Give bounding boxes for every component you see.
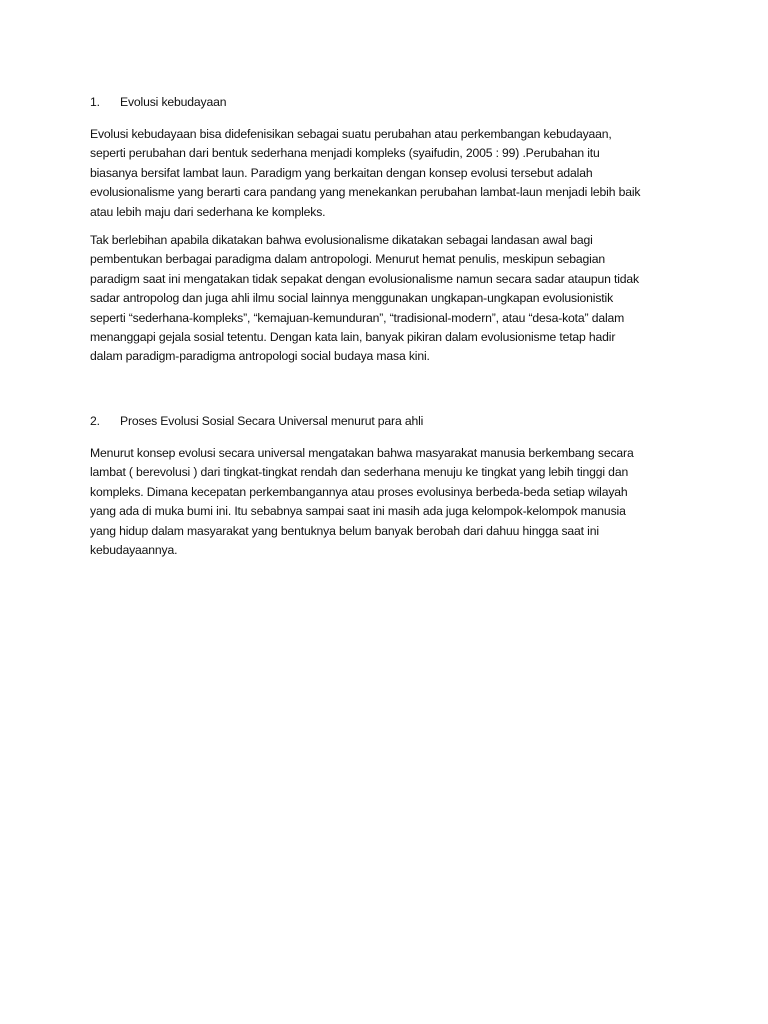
section-title: Proses Evolusi Sosial Secara Universal menurut para ahli	[120, 413, 424, 428]
section-heading-proses-evolusi-sosial	[90, 411, 680, 431]
paragraph: Tak berlebihan apabila dikatakan bahwa evolusionalisme dikatakan sebagai landasan awal bagi pembentukan berbagai paradigma dalam antropologi. Menurut hemat penulis, meskipun sebagian paradigm saat ini mengatakan tidak sepakat dengan evolusionalisme namun secara sadar ataupun tidak sadar antropolog dan juga ahli ilmu social lainnya menggunakan ungkapan-ungkapan evolusionistik seperti “sederhana-kompleks”, “kemajuan-kemunduran”, “tradisional-modern”, atau “desa-kota” dalam menanggapi gejala sosial tetentu. Dengan kata lain, banyak pikiran dalam evolusionisme tetap hadir dalam paradigm-paradigma antropologi social budaya masa kini.	[90, 233, 639, 364]
document-body	[90, 92, 680, 560]
section-heading-evolusi-kebudayaan	[90, 92, 680, 112]
section-number: 2.	[90, 413, 100, 428]
section-number: 1.	[90, 95, 100, 109]
paragraph: Evolusi kebudayaan bisa didefenisikan sebagai suatu perubahan atau perkembangan kebudayaan, seperti perubahan dari bentuk sederhana menjadi kompleks (syaifudin, 2005 : 99) .Perubahan itu biasanya bersifat lambat laun. Paradigm yang berkaitan dengan konsep evolusi tersebut adalah evolusionalisme yang berarti cara pandang yang menekankan perubahan lambat-laun menjadi lebih baik atau lebih maju dari sederhana ke kompleks.	[90, 127, 641, 219]
paragraph: Menurut konsep evolusi secara universal mengatakan bahwa masyarakat manusia berkembang secara lambat ( berevolusi ) dari tingkat-tingkat rendah dan sederhana menuju ke tingkat yang lebih tinggi dan kompleks. Dimana kecepatan perkembangannya atau proses evolusinya berbeda-beda setiap wilayah yang ada di muka bumi ini. Itu sebabnya sampai saat ini masih ada juga kelompok-kelompok manusia yang hidup dalam masyarakat yang bentuknya belum banyak berobah dari dahuu hingga saat ini kebudayaannya.	[90, 445, 634, 557]
section-title: Evolusi kebudayaan	[120, 95, 227, 109]
